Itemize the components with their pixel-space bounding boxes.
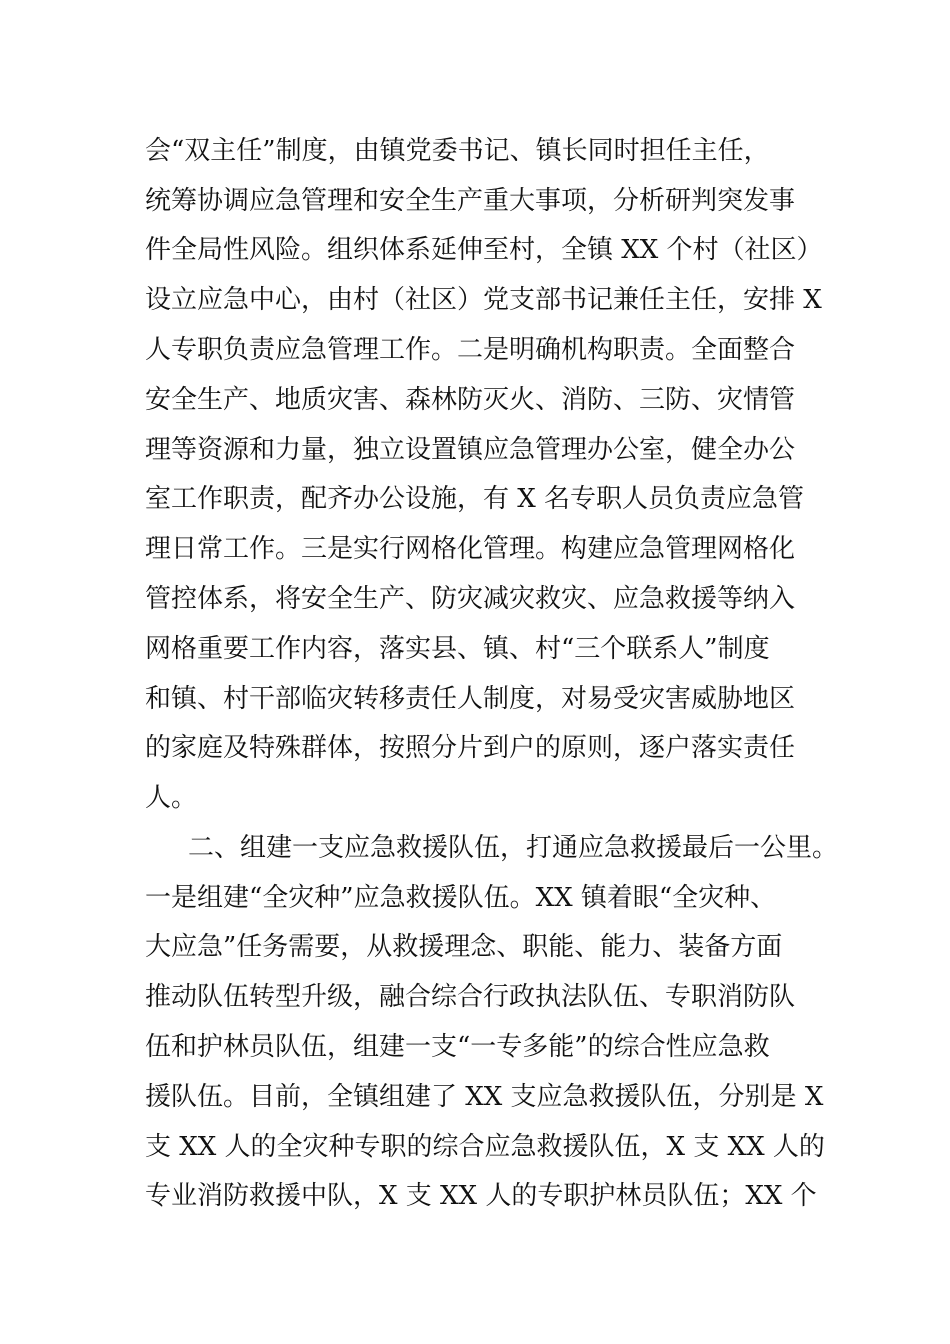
- text-line: 的家庭及特殊群体，按照分片到户的原则，逐户落实责任: [145, 733, 796, 763]
- text-line: 统筹协调应急管理和安全生产重大事项，分析研判突发事: [145, 186, 796, 216]
- text-line: 大应急”任务需要，从救援理念、职能、能力、装备方面: [145, 932, 783, 962]
- text-line: 室工作职责，配齐办公设施，有 X 名专职人员负责应急管: [145, 484, 805, 514]
- text-line: 网格重要工作内容，落实县、镇、村“三个联系人”制度: [145, 634, 770, 664]
- text-line: 理等资源和力量，独立设置镇应急管理办公室，健全办公: [145, 435, 796, 465]
- text-line: 专业消防救援中队，X 支 XX 人的专职护林员队伍；XX 个: [145, 1181, 817, 1211]
- text-line: 援队伍。目前，全镇组建了 XX 支应急救援队伍，分别是 X: [145, 1082, 824, 1112]
- text-line: 和镇、村干部临灾转移责任人制度，对易受灾害威胁地区: [145, 684, 796, 714]
- text-line: 伍和护林员队伍，组建一支“一专多能”的综合性应急救: [145, 1032, 770, 1062]
- text-line: 一是组建“全灾种”应急救援队伍。XX 镇着眼“全灾种、: [145, 883, 777, 913]
- text-line: 安全生产、地质灾害、森林防灭火、消防、三防、灾情管: [145, 385, 796, 415]
- text-line: 支 XX 人的全灾种专职的综合应急救援队伍，X 支 XX 人的: [145, 1132, 825, 1162]
- text-line: 理日常工作。三是实行网格化管理。构建应急管理网格化: [145, 534, 796, 564]
- text-line: 人。: [145, 783, 198, 813]
- text-line: 推动队伍转型升级，融合综合行政执法队伍、专职消防队: [145, 982, 796, 1012]
- text-line: 设立应急中心，由村（社区）党支部书记兼任主任，安排 X: [145, 285, 822, 315]
- text-line: 管控体系，将安全生产、防灾减灾救灾、应急救援等纳入: [145, 584, 796, 614]
- text-line: 人专职负责应急管理工作。二是明确机构职责。全面整合: [145, 335, 796, 365]
- text-line: 件全局性风险。组织体系延伸至村，全镇 XX 个村（社区）: [145, 235, 823, 265]
- text-line: 会“双主任”制度，由镇党委书记、镇长同时担任主任，: [145, 136, 770, 166]
- section-heading: 二、组建一支应急救援队伍，打通应急救援最后一公里。: [188, 833, 839, 863]
